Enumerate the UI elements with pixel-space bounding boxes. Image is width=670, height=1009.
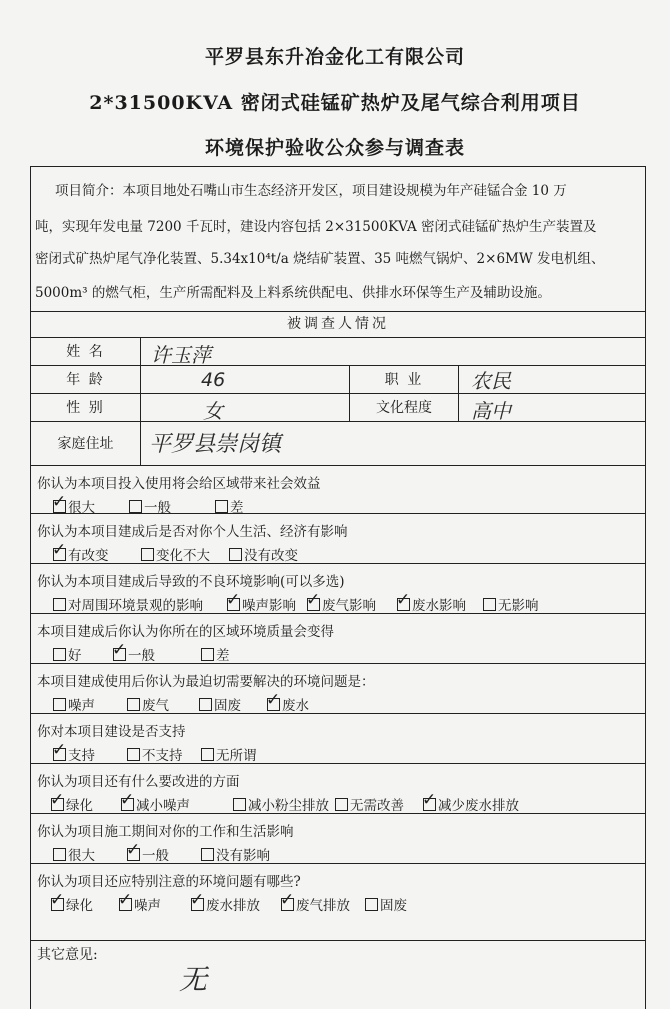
option-9-1[interactable]	[50, 890, 93, 914]
question-3	[31, 563, 645, 614]
option-4-3[interactable]	[201, 644, 230, 664]
check-mark-icon: ✓	[52, 540, 67, 560]
question-text: 你认为本项目投入使用将会给区域带来社会效益	[37, 476, 321, 492]
check-mark-icon: ✓	[50, 890, 65, 910]
other-label: 其它意见:	[37, 947, 98, 963]
address-row	[31, 421, 645, 466]
option-label: 没有影响	[216, 848, 270, 864]
checkbox-icon[interactable]	[396, 590, 411, 611]
other-value[interactable]: 无	[179, 963, 208, 996]
question-text: 你认为项目施工期间对你的工作和生活影响	[37, 824, 294, 840]
check-mark-icon: ✓	[50, 790, 65, 810]
question-text: 本项目建成后你认为你所在的区域环境质量会变得	[37, 624, 334, 640]
checkbox-icon[interactable]	[201, 648, 214, 661]
checkbox-icon[interactable]	[365, 898, 378, 911]
question-9	[31, 863, 645, 941]
education-label: 文化程度	[349, 393, 459, 421]
question-6	[31, 713, 645, 764]
option-label: 噪声	[134, 898, 161, 914]
option-9-2[interactable]	[118, 890, 161, 914]
option-9-4[interactable]	[280, 890, 350, 914]
option-5-3[interactable]	[199, 694, 241, 714]
checkbox-icon[interactable]	[422, 790, 437, 811]
option-label: 绿化	[66, 798, 93, 814]
option-6-2[interactable]	[127, 744, 183, 764]
question-7	[31, 763, 645, 814]
option-4-1[interactable]	[53, 644, 82, 664]
job-label: 职 业	[349, 365, 459, 393]
option-label: 好	[68, 648, 82, 664]
check-mark-icon: ✓	[280, 890, 295, 910]
question-text: 你认为本项目建成后是否对你个人生活、经济有影响	[37, 524, 348, 540]
option-label: 差	[216, 648, 230, 664]
check-mark-icon: ✓	[52, 492, 67, 512]
question-text: 你认为项目还应特别注意的环境问题有哪些?	[37, 874, 301, 890]
question-8	[31, 813, 645, 864]
option-2-2[interactable]	[141, 544, 210, 564]
checkbox-icon[interactable]	[226, 590, 241, 611]
check-mark-icon: ✓	[396, 590, 411, 610]
option-label: 对周围环境景观的影响	[68, 598, 203, 614]
option-label: 有改变	[68, 548, 109, 564]
checkbox-icon[interactable]	[215, 500, 228, 513]
check-mark-icon: ✓	[112, 640, 127, 660]
option-label: 差	[230, 500, 244, 516]
option-6-3[interactable]	[201, 744, 257, 764]
option-7-5[interactable]	[422, 790, 519, 814]
checkbox-icon[interactable]	[201, 748, 214, 761]
option-3-4[interactable]	[396, 590, 466, 614]
option-label: 噪声影响	[242, 598, 296, 614]
option-label: 很大	[68, 500, 95, 516]
name-value[interactable]: 许玉萍	[151, 343, 211, 367]
option-8-2[interactable]	[126, 840, 169, 864]
check-mark-icon: ✓	[52, 740, 67, 760]
check-mark-icon: ✓	[126, 840, 141, 860]
option-label: 固废	[214, 698, 241, 714]
option-4-2[interactable]	[112, 640, 155, 664]
checkbox-icon[interactable]	[483, 598, 496, 611]
question-2	[31, 513, 645, 564]
checkbox-icon[interactable]	[52, 740, 67, 761]
option-9-5[interactable]	[365, 894, 407, 914]
option-2-3[interactable]	[229, 544, 298, 564]
option-3-1[interactable]	[53, 594, 203, 614]
checkbox-icon[interactable]	[53, 848, 66, 861]
option-3-2[interactable]	[226, 590, 296, 614]
check-mark-icon: ✓	[306, 590, 321, 610]
checkbox-icon[interactable]	[229, 548, 242, 561]
option-label: 固废	[380, 898, 407, 914]
question-text: 你认为本项目建成后导致的不良环境影响(可以多选)	[37, 574, 345, 590]
option-label: 无需改善	[350, 798, 404, 814]
option-label: 噪声	[68, 698, 95, 714]
option-6-1[interactable]	[52, 740, 95, 764]
option-label: 废气排放	[296, 898, 350, 914]
checkbox-icon[interactable]	[199, 698, 212, 711]
option-8-3[interactable]	[201, 844, 270, 864]
option-5-2[interactable]	[127, 694, 169, 714]
question-5	[31, 663, 645, 714]
option-7-1[interactable]	[50, 790, 93, 814]
question-text: 你认为项目还有什么要改进的方面	[37, 774, 240, 790]
check-mark-icon: ✓	[422, 790, 437, 810]
checkbox-icon[interactable]	[335, 798, 348, 811]
option-label: 废气	[142, 698, 169, 714]
sex-row	[31, 393, 645, 422]
option-label: 一般	[128, 648, 155, 664]
check-mark-icon: ✓	[118, 890, 133, 910]
age-row	[31, 365, 645, 394]
intro-line-3: 密闭式矿热炉尾气净化装置、5.34x10⁴t/a 烧结矿装置、35 吨燃气锅炉、2×6MW 发电机组、	[35, 251, 605, 267]
project-intro	[31, 167, 645, 312]
option-label: 减小粉尘排放	[248, 798, 329, 814]
checkbox-icon[interactable]	[233, 798, 246, 811]
age-value[interactable]: 46	[201, 369, 226, 391]
intro-line-1: 项目简介：本项目地处石嘴山市生态经济开发区，项目建设规模为年产硅锰合金 10 万	[55, 183, 567, 199]
name-label: 姓 名	[31, 337, 141, 365]
intro-line-4: 5000m³ 的燃气柜，生产所需配料及上料系统供配电、供排水环保等生产及辅助设施。	[35, 285, 551, 301]
option-label: 无影响	[498, 598, 539, 614]
option-label: 减小噪声	[136, 798, 190, 814]
question-text: 本项目建成使用后你认为最迫切需要解决的环境问题是：	[37, 674, 375, 690]
option-label: 无所谓	[216, 748, 257, 764]
option-label: 没有改变	[244, 548, 298, 564]
option-label: 废水	[282, 698, 309, 714]
checkbox-icon[interactable]	[127, 698, 140, 711]
option-2-1[interactable]	[52, 540, 109, 564]
checkbox-icon[interactable]	[53, 598, 66, 611]
option-label: 一般	[142, 848, 169, 864]
sex-label: 性 别	[31, 393, 141, 421]
checkbox-icon[interactable]	[50, 790, 65, 811]
education-value[interactable]: 高中	[471, 399, 511, 423]
option-label: 变化不大	[156, 548, 210, 564]
option-label: 很大	[68, 848, 95, 864]
option-label: 废水排放	[206, 898, 260, 914]
checkbox-icon[interactable]	[120, 790, 135, 811]
checkbox-icon[interactable]	[280, 890, 295, 911]
project-title: 2*31500KVA 密闭式硅锰矿热炉及尾气综合利用项目	[89, 92, 581, 114]
checkbox-icon[interactable]	[201, 848, 214, 861]
check-mark-icon: ✓	[266, 690, 281, 710]
option-7-2[interactable]	[120, 790, 190, 814]
option-8-1[interactable]	[53, 844, 95, 864]
question-4	[31, 613, 645, 664]
option-label: 绿化	[66, 898, 93, 914]
option-5-4[interactable]	[266, 690, 309, 714]
address-label: 家庭住址	[31, 421, 141, 465]
option-label: 废气影响	[322, 598, 376, 614]
intro-line-2: 吨，实现年发电量 7200 千瓦时，建设内容包括 2×31500KVA 密闭式硅锰矿热炉生产装置及	[35, 219, 597, 235]
option-5-1[interactable]	[53, 694, 95, 714]
option-9-3[interactable]	[190, 890, 260, 914]
option-label: 支持	[68, 748, 95, 764]
checkbox-icon[interactable]	[266, 690, 281, 711]
checkbox-icon[interactable]	[112, 640, 127, 661]
option-label: 废水影响	[412, 598, 466, 614]
checkbox-icon[interactable]	[52, 540, 67, 561]
checkbox-icon[interactable]	[126, 840, 141, 861]
address-value[interactable]: 平罗县崇岗镇	[149, 432, 282, 457]
checkbox-icon[interactable]	[50, 890, 65, 911]
checkbox-icon[interactable]	[306, 590, 321, 611]
question-text: 你对本项目建设是否支持	[37, 724, 186, 740]
option-7-4[interactable]	[335, 794, 404, 814]
option-7-3[interactable]	[233, 794, 329, 814]
respondent-header: 被调查人情况	[31, 311, 645, 338]
option-label: 减少废水排放	[438, 798, 519, 814]
checkbox-icon[interactable]	[129, 500, 142, 513]
check-mark-icon: ✓	[190, 890, 205, 910]
form-title: 环境保护验收公众参与调查表	[204, 137, 465, 159]
company-title: 平罗县东升冶金化工有限公司	[204, 46, 465, 68]
checkbox-icon[interactable]	[52, 492, 67, 513]
checkbox-icon[interactable]	[53, 648, 66, 661]
job-value[interactable]: 农民	[471, 369, 511, 393]
option-label: 不支持	[142, 748, 183, 764]
checkbox-icon[interactable]	[53, 698, 66, 711]
checkbox-icon[interactable]	[118, 890, 133, 911]
survey-form	[30, 166, 646, 1009]
check-mark-icon: ✓	[120, 790, 135, 810]
checkbox-icon[interactable]	[141, 548, 154, 561]
question-1	[31, 465, 645, 514]
option-3-3[interactable]	[306, 590, 376, 614]
option-label: 一般	[144, 500, 171, 516]
option-3-5[interactable]	[483, 594, 539, 614]
checkbox-icon[interactable]	[127, 748, 140, 761]
sex-value[interactable]: 女	[203, 399, 223, 423]
age-label: 年 龄	[31, 365, 141, 393]
checkbox-icon[interactable]	[190, 890, 205, 911]
name-row	[31, 337, 645, 366]
check-mark-icon: ✓	[226, 590, 241, 610]
